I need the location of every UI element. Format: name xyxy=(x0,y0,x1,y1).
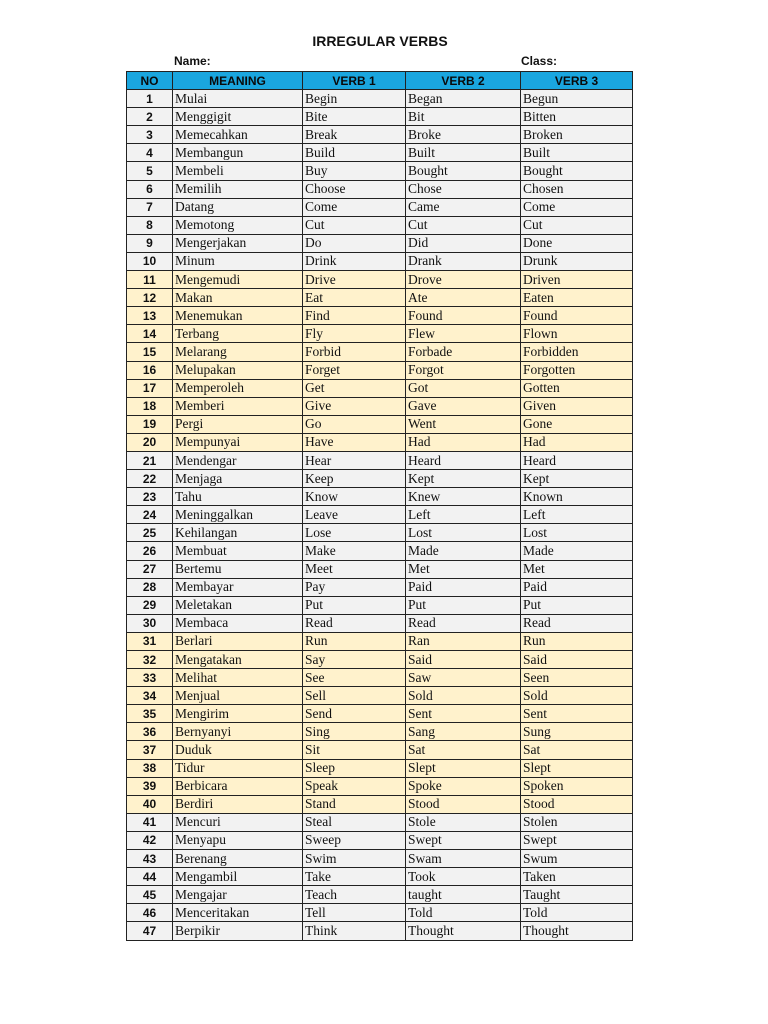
cell-meaning: Menemukan xyxy=(173,307,303,325)
cell-verb-2: Lost xyxy=(406,524,521,542)
cell-verb-3: Sat xyxy=(521,741,633,759)
cell-meaning: Berlari xyxy=(173,632,303,650)
cell-verb-1: Run xyxy=(303,632,406,650)
cell-meaning: Menjual xyxy=(173,687,303,705)
class-label: Class: xyxy=(521,54,558,68)
table-row xyxy=(127,922,633,940)
cell-verb-3: Made xyxy=(521,542,633,560)
cell-verb-1: Find xyxy=(303,307,406,325)
name-label: Name: xyxy=(174,54,211,68)
cell-no: 39 xyxy=(127,777,173,795)
cell-verb-3: Had xyxy=(521,433,633,451)
cell-verb-3: Sent xyxy=(521,705,633,723)
cell-verb-2: Sent xyxy=(406,705,521,723)
cell-verb-2: Put xyxy=(406,596,521,614)
cell-meaning: Memberi xyxy=(173,397,303,415)
cell-meaning: Memperoleh xyxy=(173,379,303,397)
cell-meaning: Makan xyxy=(173,289,303,307)
table-row xyxy=(127,433,633,451)
cell-verb-3: Forbidden xyxy=(521,343,633,361)
table-row xyxy=(127,723,633,741)
cell-verb-2: taught xyxy=(406,886,521,904)
table-row xyxy=(127,813,633,831)
table-row xyxy=(127,904,633,922)
cell-verb-1: Begin xyxy=(303,90,406,108)
cell-verb-3: Built xyxy=(521,144,633,162)
table-row xyxy=(127,144,633,162)
cell-meaning: Mengemudi xyxy=(173,271,303,289)
cell-meaning: Bernyanyi xyxy=(173,723,303,741)
cell-no: 24 xyxy=(127,506,173,524)
cell-verb-2: Drank xyxy=(406,252,521,270)
cell-verb-1: Eat xyxy=(303,289,406,307)
cell-verb-1: Forbid xyxy=(303,343,406,361)
cell-no: 13 xyxy=(127,307,173,325)
cell-verb-2: Spoke xyxy=(406,777,521,795)
cell-verb-2: Took xyxy=(406,868,521,886)
cell-meaning: Membaca xyxy=(173,614,303,632)
table-row xyxy=(127,759,633,777)
cell-verb-1: Come xyxy=(303,198,406,216)
cell-no: 47 xyxy=(127,922,173,940)
cell-no: 35 xyxy=(127,705,173,723)
cell-verb-2: Made xyxy=(406,542,521,560)
cell-verb-3: Read xyxy=(521,614,633,632)
cell-verb-3: Thought xyxy=(521,922,633,940)
cell-no: 36 xyxy=(127,723,173,741)
cell-meaning: Memotong xyxy=(173,216,303,234)
cell-verb-3: Gone xyxy=(521,415,633,433)
cell-verb-1: Drink xyxy=(303,252,406,270)
cell-meaning: Mulai xyxy=(173,90,303,108)
cell-meaning: Minum xyxy=(173,252,303,270)
cell-verb-3: Come xyxy=(521,198,633,216)
cell-no: 17 xyxy=(127,379,173,397)
cell-verb-2: Stole xyxy=(406,813,521,831)
cell-verb-2: Knew xyxy=(406,488,521,506)
cell-verb-2: Swam xyxy=(406,850,521,868)
cell-verb-2: Forgot xyxy=(406,361,521,379)
cell-verb-2: Paid xyxy=(406,578,521,596)
cell-no: 15 xyxy=(127,343,173,361)
cell-verb-2: Went xyxy=(406,415,521,433)
cell-no: 10 xyxy=(127,252,173,270)
cell-verb-3: Forgotten xyxy=(521,361,633,379)
cell-verb-3: Put xyxy=(521,596,633,614)
cell-no: 41 xyxy=(127,813,173,831)
cell-verb-1: Bite xyxy=(303,108,406,126)
table-row xyxy=(127,542,633,560)
cell-verb-2: Ate xyxy=(406,289,521,307)
cell-verb-3: Seen xyxy=(521,669,633,687)
cell-meaning: Pergi xyxy=(173,415,303,433)
cell-meaning: Mengajar xyxy=(173,886,303,904)
cell-verb-2: Gave xyxy=(406,397,521,415)
table-row xyxy=(127,397,633,415)
cell-verb-3: Drunk xyxy=(521,252,633,270)
cell-verb-3: Slept xyxy=(521,759,633,777)
cell-no: 9 xyxy=(127,234,173,252)
cell-verb-3: Lost xyxy=(521,524,633,542)
cell-verb-1: Do xyxy=(303,234,406,252)
cell-no: 38 xyxy=(127,759,173,777)
cell-verb-1: Swim xyxy=(303,850,406,868)
cell-verb-1: Know xyxy=(303,488,406,506)
cell-no: 6 xyxy=(127,180,173,198)
cell-verb-1: See xyxy=(303,669,406,687)
cell-meaning: Mendengar xyxy=(173,451,303,469)
cell-verb-2: Broke xyxy=(406,126,521,144)
cell-verb-1: Speak xyxy=(303,777,406,795)
cell-no: 25 xyxy=(127,524,173,542)
table-body xyxy=(127,90,633,940)
cell-meaning: Duduk xyxy=(173,741,303,759)
cell-meaning: Terbang xyxy=(173,325,303,343)
cell-verb-2: Sold xyxy=(406,687,521,705)
cell-meaning: Melupakan xyxy=(173,361,303,379)
cell-verb-2: Read xyxy=(406,614,521,632)
cell-meaning: Membangun xyxy=(173,144,303,162)
cell-verb-3: Sung xyxy=(521,723,633,741)
cell-meaning: Mengirim xyxy=(173,705,303,723)
cell-no: 40 xyxy=(127,795,173,813)
cell-no: 37 xyxy=(127,741,173,759)
cell-no: 1 xyxy=(127,90,173,108)
cell-meaning: Berpikir xyxy=(173,922,303,940)
cell-verb-1: Think xyxy=(303,922,406,940)
table-row xyxy=(127,651,633,669)
cell-verb-2: Left xyxy=(406,506,521,524)
cell-verb-3: Told xyxy=(521,904,633,922)
header-verb-2: VERB 2 xyxy=(406,72,521,90)
cell-verb-1: Sit xyxy=(303,741,406,759)
cell-meaning: Mengatakan xyxy=(173,651,303,669)
table-row xyxy=(127,868,633,886)
cell-verb-3: Heard xyxy=(521,451,633,469)
cell-verb-2: Said xyxy=(406,651,521,669)
table-row xyxy=(127,578,633,596)
table-row xyxy=(127,886,633,904)
cell-verb-3: Taken xyxy=(521,868,633,886)
cell-verb-1: Drive xyxy=(303,271,406,289)
cell-meaning: Tahu xyxy=(173,488,303,506)
cell-verb-3: Broken xyxy=(521,126,633,144)
cell-verb-1: Give xyxy=(303,397,406,415)
cell-verb-2: Found xyxy=(406,307,521,325)
table-row xyxy=(127,379,633,397)
cell-meaning: Datang xyxy=(173,198,303,216)
cell-no: 22 xyxy=(127,470,173,488)
cell-no: 8 xyxy=(127,216,173,234)
cell-verb-2: Met xyxy=(406,560,521,578)
cell-verb-2: Forbade xyxy=(406,343,521,361)
cell-verb-2: Came xyxy=(406,198,521,216)
cell-verb-1: Steal xyxy=(303,813,406,831)
table-row xyxy=(127,669,633,687)
table-row xyxy=(127,162,633,180)
table-row xyxy=(127,470,633,488)
cell-verb-3: Kept xyxy=(521,470,633,488)
cell-meaning: Mencuri xyxy=(173,813,303,831)
cell-no: 34 xyxy=(127,687,173,705)
cell-no: 19 xyxy=(127,415,173,433)
cell-meaning: Mengambil xyxy=(173,868,303,886)
table-row xyxy=(127,343,633,361)
cell-verb-1: Take xyxy=(303,868,406,886)
cell-no: 26 xyxy=(127,542,173,560)
cell-verb-1: Have xyxy=(303,433,406,451)
table-row xyxy=(127,488,633,506)
cell-no: 33 xyxy=(127,669,173,687)
cell-verb-1: Say xyxy=(303,651,406,669)
table-row xyxy=(127,795,633,813)
table-row xyxy=(127,451,633,469)
cell-verb-2: Ran xyxy=(406,632,521,650)
cell-no: 45 xyxy=(127,886,173,904)
cell-verb-1: Choose xyxy=(303,180,406,198)
cell-no: 7 xyxy=(127,198,173,216)
table-row xyxy=(127,216,633,234)
cell-meaning: Melarang xyxy=(173,343,303,361)
cell-verb-3: Driven xyxy=(521,271,633,289)
cell-no: 28 xyxy=(127,578,173,596)
cell-no: 5 xyxy=(127,162,173,180)
table-row xyxy=(127,198,633,216)
cell-verb-1: Fly xyxy=(303,325,406,343)
cell-meaning: Memecahkan xyxy=(173,126,303,144)
cell-verb-2: Drove xyxy=(406,271,521,289)
cell-verb-3: Stood xyxy=(521,795,633,813)
cell-verb-1: Make xyxy=(303,542,406,560)
table-row xyxy=(127,850,633,868)
cell-no: 18 xyxy=(127,397,173,415)
table-row xyxy=(127,632,633,650)
cell-meaning: Tidur xyxy=(173,759,303,777)
cell-verb-3: Found xyxy=(521,307,633,325)
cell-no: 27 xyxy=(127,560,173,578)
cell-no: 11 xyxy=(127,271,173,289)
cell-no: 12 xyxy=(127,289,173,307)
table-row xyxy=(127,234,633,252)
cell-verb-2: Bit xyxy=(406,108,521,126)
header-meaning: MEANING xyxy=(173,72,303,90)
cell-verb-1: Get xyxy=(303,379,406,397)
cell-verb-2: Saw xyxy=(406,669,521,687)
cell-verb-2: Built xyxy=(406,144,521,162)
cell-no: 29 xyxy=(127,596,173,614)
cell-verb-3: Spoken xyxy=(521,777,633,795)
table-row xyxy=(127,777,633,795)
cell-verb-1: Pay xyxy=(303,578,406,596)
cell-verb-2: Flew xyxy=(406,325,521,343)
cell-verb-3: Met xyxy=(521,560,633,578)
cell-verb-3: Given xyxy=(521,397,633,415)
table-row xyxy=(127,307,633,325)
cell-meaning: Meletakan xyxy=(173,596,303,614)
cell-verb-1: Hear xyxy=(303,451,406,469)
cell-verb-2: Had xyxy=(406,433,521,451)
cell-meaning: Bertemu xyxy=(173,560,303,578)
cell-verb-1: Leave xyxy=(303,506,406,524)
cell-no: 42 xyxy=(127,831,173,849)
table-row xyxy=(127,560,633,578)
cell-meaning: Membayar xyxy=(173,578,303,596)
cell-verb-3: Eaten xyxy=(521,289,633,307)
cell-verb-1: Teach xyxy=(303,886,406,904)
cell-verb-3: Run xyxy=(521,632,633,650)
table-row xyxy=(127,524,633,542)
cell-verb-1: Sleep xyxy=(303,759,406,777)
cell-verb-3: Gotten xyxy=(521,379,633,397)
cell-verb-1: Meet xyxy=(303,560,406,578)
cell-verb-3: Bitten xyxy=(521,108,633,126)
cell-verb-1: Sing xyxy=(303,723,406,741)
cell-verb-1: Buy xyxy=(303,162,406,180)
table-row xyxy=(127,325,633,343)
cell-verb-3: Cut xyxy=(521,216,633,234)
cell-verb-3: Swept xyxy=(521,831,633,849)
cell-meaning: Berdiri xyxy=(173,795,303,813)
cell-no: 30 xyxy=(127,614,173,632)
table-row xyxy=(127,90,633,108)
cell-meaning: Menggigit xyxy=(173,108,303,126)
cell-verb-1: Lose xyxy=(303,524,406,542)
cell-verb-1: Build xyxy=(303,144,406,162)
table-row xyxy=(127,741,633,759)
table-row xyxy=(127,289,633,307)
cell-meaning: Mengerjakan xyxy=(173,234,303,252)
cell-meaning: Menjaga xyxy=(173,470,303,488)
cell-verb-2: Got xyxy=(406,379,521,397)
cell-no: 21 xyxy=(127,451,173,469)
cell-verb-3: Taught xyxy=(521,886,633,904)
table-row xyxy=(127,614,633,632)
cell-verb-2: Told xyxy=(406,904,521,922)
table-header-row xyxy=(127,72,633,90)
table-row xyxy=(127,506,633,524)
header-verb-3: VERB 3 xyxy=(521,72,633,90)
cell-no: 23 xyxy=(127,488,173,506)
cell-no: 32 xyxy=(127,651,173,669)
cell-verb-1: Read xyxy=(303,614,406,632)
cell-verb-3: Bought xyxy=(521,162,633,180)
cell-verb-1: Cut xyxy=(303,216,406,234)
cell-verb-1: Sell xyxy=(303,687,406,705)
cell-no: 20 xyxy=(127,433,173,451)
table-row xyxy=(127,361,633,379)
table-row xyxy=(127,108,633,126)
cell-verb-1: Sweep xyxy=(303,831,406,849)
cell-verb-2: Slept xyxy=(406,759,521,777)
cell-verb-2: Kept xyxy=(406,470,521,488)
cell-verb-3: Paid xyxy=(521,578,633,596)
cell-no: 31 xyxy=(127,632,173,650)
cell-meaning: Memilih xyxy=(173,180,303,198)
cell-meaning: Meninggalkan xyxy=(173,506,303,524)
cell-meaning: Membuat xyxy=(173,542,303,560)
cell-no: 16 xyxy=(127,361,173,379)
cell-verb-3: Sold xyxy=(521,687,633,705)
verbs-table xyxy=(126,71,633,941)
cell-no: 14 xyxy=(127,325,173,343)
header-verb-1: VERB 1 xyxy=(303,72,406,90)
cell-verb-2: Cut xyxy=(406,216,521,234)
cell-verb-3: Chosen xyxy=(521,180,633,198)
cell-verb-2: Thought xyxy=(406,922,521,940)
cell-meaning: Kehilangan xyxy=(173,524,303,542)
table-row xyxy=(127,596,633,614)
cell-verb-1: Send xyxy=(303,705,406,723)
cell-verb-3: Swum xyxy=(521,850,633,868)
table-row xyxy=(127,831,633,849)
cell-verb-1: Tell xyxy=(303,904,406,922)
cell-no: 2 xyxy=(127,108,173,126)
cell-verb-3: Stolen xyxy=(521,813,633,831)
cell-verb-3: Left xyxy=(521,506,633,524)
cell-verb-2: Swept xyxy=(406,831,521,849)
table-row xyxy=(127,415,633,433)
cell-verb-1: Keep xyxy=(303,470,406,488)
table-row xyxy=(127,180,633,198)
cell-verb-1: Break xyxy=(303,126,406,144)
cell-meaning: Menceritakan xyxy=(173,904,303,922)
cell-verb-2: Sat xyxy=(406,741,521,759)
table-row xyxy=(127,271,633,289)
cell-verb-3: Known xyxy=(521,488,633,506)
cell-verb-2: Sang xyxy=(406,723,521,741)
cell-verb-1: Put xyxy=(303,596,406,614)
cell-verb-1: Forget xyxy=(303,361,406,379)
cell-verb-3: Begun xyxy=(521,90,633,108)
cell-verb-1: Stand xyxy=(303,795,406,813)
cell-meaning: Berbicara xyxy=(173,777,303,795)
cell-no: 44 xyxy=(127,868,173,886)
cell-verb-2: Stood xyxy=(406,795,521,813)
table-row xyxy=(127,705,633,723)
cell-verb-2: Did xyxy=(406,234,521,252)
cell-no: 4 xyxy=(127,144,173,162)
cell-verb-1: Go xyxy=(303,415,406,433)
cell-no: 46 xyxy=(127,904,173,922)
cell-verb-2: Heard xyxy=(406,451,521,469)
cell-verb-3: Flown xyxy=(521,325,633,343)
cell-meaning: Menyapu xyxy=(173,831,303,849)
table-row xyxy=(127,687,633,705)
cell-verb-3: Done xyxy=(521,234,633,252)
table-row xyxy=(127,126,633,144)
page-title: IRREGULAR VERBS xyxy=(312,33,448,49)
cell-verb-2: Bought xyxy=(406,162,521,180)
cell-meaning: Berenang xyxy=(173,850,303,868)
cell-no: 3 xyxy=(127,126,173,144)
cell-meaning: Mempunyai xyxy=(173,433,303,451)
cell-verb-2: Chose xyxy=(406,180,521,198)
table-row xyxy=(127,252,633,270)
cell-meaning: Membeli xyxy=(173,162,303,180)
header-no: NO xyxy=(127,72,173,90)
cell-no: 43 xyxy=(127,850,173,868)
cell-verb-3: Said xyxy=(521,651,633,669)
cell-meaning: Melihat xyxy=(173,669,303,687)
cell-verb-2: Began xyxy=(406,90,521,108)
